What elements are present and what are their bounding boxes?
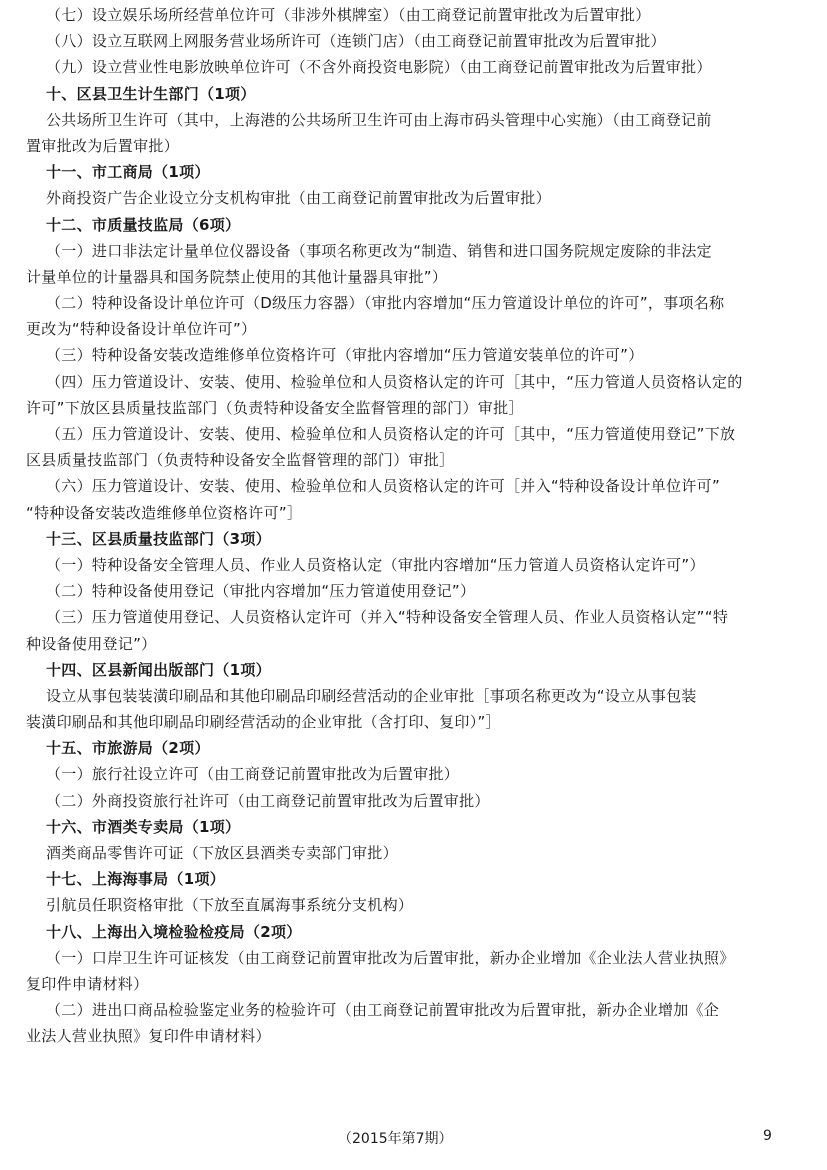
list-item: （八）设立互联网上网服务营业场所许可（连锁门店）（由工商登记前置审批改为后置审批）	[46, 32, 666, 51]
list-item-continuation: 区县质量技监部门（负责特种设备安全监督管理的部门）审批］	[26, 451, 455, 470]
section-heading: 十三、区县质量技监部门（3项）	[46, 529, 271, 548]
list-item: （二）外商投资旅行社许可（由工商登记前置审批改为后置审批）	[46, 791, 490, 810]
list-item: （一）特种设备安全管理人员、作业人员资格认定（审批内容增加“压力管道人员资格认定许可”）	[46, 555, 705, 574]
page-footer	[0, 1128, 827, 1152]
section-heading: 十七、上海海事局（1项）	[46, 870, 226, 889]
list-item: （一）口岸卫生许可证核发（由工商登记前置审批改为后置审批，新办企业增加《企业法人营业执照》	[46, 948, 735, 967]
paragraph-line: 引航员任职资格审批（下放至直属海事系统分支机构）	[46, 896, 414, 915]
paragraph-line: 外商投资广告企业设立分支机构审批（由工商登记前置审批改为后置审批）	[46, 189, 551, 208]
list-item: （二）特种设备使用登记（审批内容增加“压力管道使用登记”）	[46, 582, 476, 601]
list-item-continuation: 业法人营业执照》复印件申请材料）	[26, 1027, 271, 1046]
list-item: （一）进口非法定计量单位仪器设备（事项名称更改为“制造、销售和进口国务院规定废除的非法定	[46, 241, 712, 260]
section-heading: 十一、市工商局（1项）	[46, 163, 210, 182]
section-heading: 十五、市旅游局（2项）	[46, 739, 210, 758]
list-item-continuation: 复印件申请材料）	[26, 974, 149, 993]
section-heading: 十八、上海出入境检验检疫局（2项）	[46, 922, 302, 941]
list-item: （九）设立营业性电影放映单位许可（不含外商投资电影院）（由工商登记前置审批改为后置审批）	[46, 58, 712, 77]
paragraph-line: 公共场所卫生许可（其中，上海港的公共场所卫生许可由上海市码头管理中心实施）（由工商登记前	[46, 110, 712, 129]
list-item: （四）压力管道设计、安装、使用、检验单位和人员资格认定的许可［其中，“压力管道人员资格认定的	[46, 372, 743, 391]
list-item: （一）旅行社设立许可（由工商登记前置审批改为后置审批）	[46, 765, 460, 784]
paragraph-line: 置审批改为后置审批）	[26, 136, 180, 155]
page-number: 9	[763, 1128, 772, 1144]
section-heading: 十、区县卫生计生部门（1项）	[46, 84, 256, 103]
list-item: （三）压力管道使用登记、人员资格认定许可（并入“特种设备安全管理人员、作业人员资格认定”“特	[46, 608, 729, 627]
section-heading: 十二、市质量技监局（6项）	[46, 215, 241, 234]
list-item: （七）设立娱乐场所经营单位许可（非涉外棋牌室）（由工商登记前置审批改为后置审批）	[46, 6, 651, 24]
list-item-continuation: 许可”下放区县质量技监部门（负责特种设备安全监督管理的部门）审批］	[26, 398, 524, 417]
list-item-continuation: 种设备使用登记”）	[26, 634, 157, 653]
paragraph-line: 酒类商品零售许可证（下放区县酒类专卖部门审批）	[46, 844, 398, 862]
section-heading: 十六、市酒类专卖局（1项）	[46, 817, 241, 836]
list-item: （六）压力管道设计、安装、使用、检验单位和人员资格认定的许可［并入“特种设备设计单位许可”	[46, 477, 721, 496]
section-heading: 十四、区县新闻出版部门（1项）	[46, 660, 271, 679]
list-item: （三）特种设备安装改造维修单位资格许可（审批内容增加“压力管道安装单位的许可”）	[46, 346, 644, 365]
list-item-continuation: 计量单位的计量器具和国务院禁止使用的其他计量器具审批”）	[26, 267, 448, 286]
document-body	[26, 2, 814, 1050]
list-item-continuation: “特种设备安装改造维修单位资格许可”］	[26, 503, 303, 522]
list-item-continuation: 更改为“特种设备设计单位许可”）	[26, 320, 257, 339]
issue-label: （2015年第7期）	[338, 1131, 453, 1147]
list-item: （二）进出口商品检验鉴定业务的检验许可（由工商登记前置审批改为后置审批，新办企业增加《企	[46, 1001, 720, 1020]
list-item: （二）特种设备设计单位许可（D级压力容器）（审批内容增加“压力管道设计单位的许可”，事项名称	[46, 294, 725, 313]
paragraph-line: 设立从事包装装潢印刷品和其他印刷品印刷经营活动的企业审批［事项名称更改为“设立从事包装	[46, 686, 697, 705]
list-item: （五）压力管道设计、安装、使用、检验单位和人员资格认定的许可［其中，“压力管道使用登记”下放	[46, 425, 736, 443]
paragraph-line: 装潢印刷品和其他印刷品印刷经营活动的企业审批（含打印、复印）”］	[26, 713, 501, 732]
